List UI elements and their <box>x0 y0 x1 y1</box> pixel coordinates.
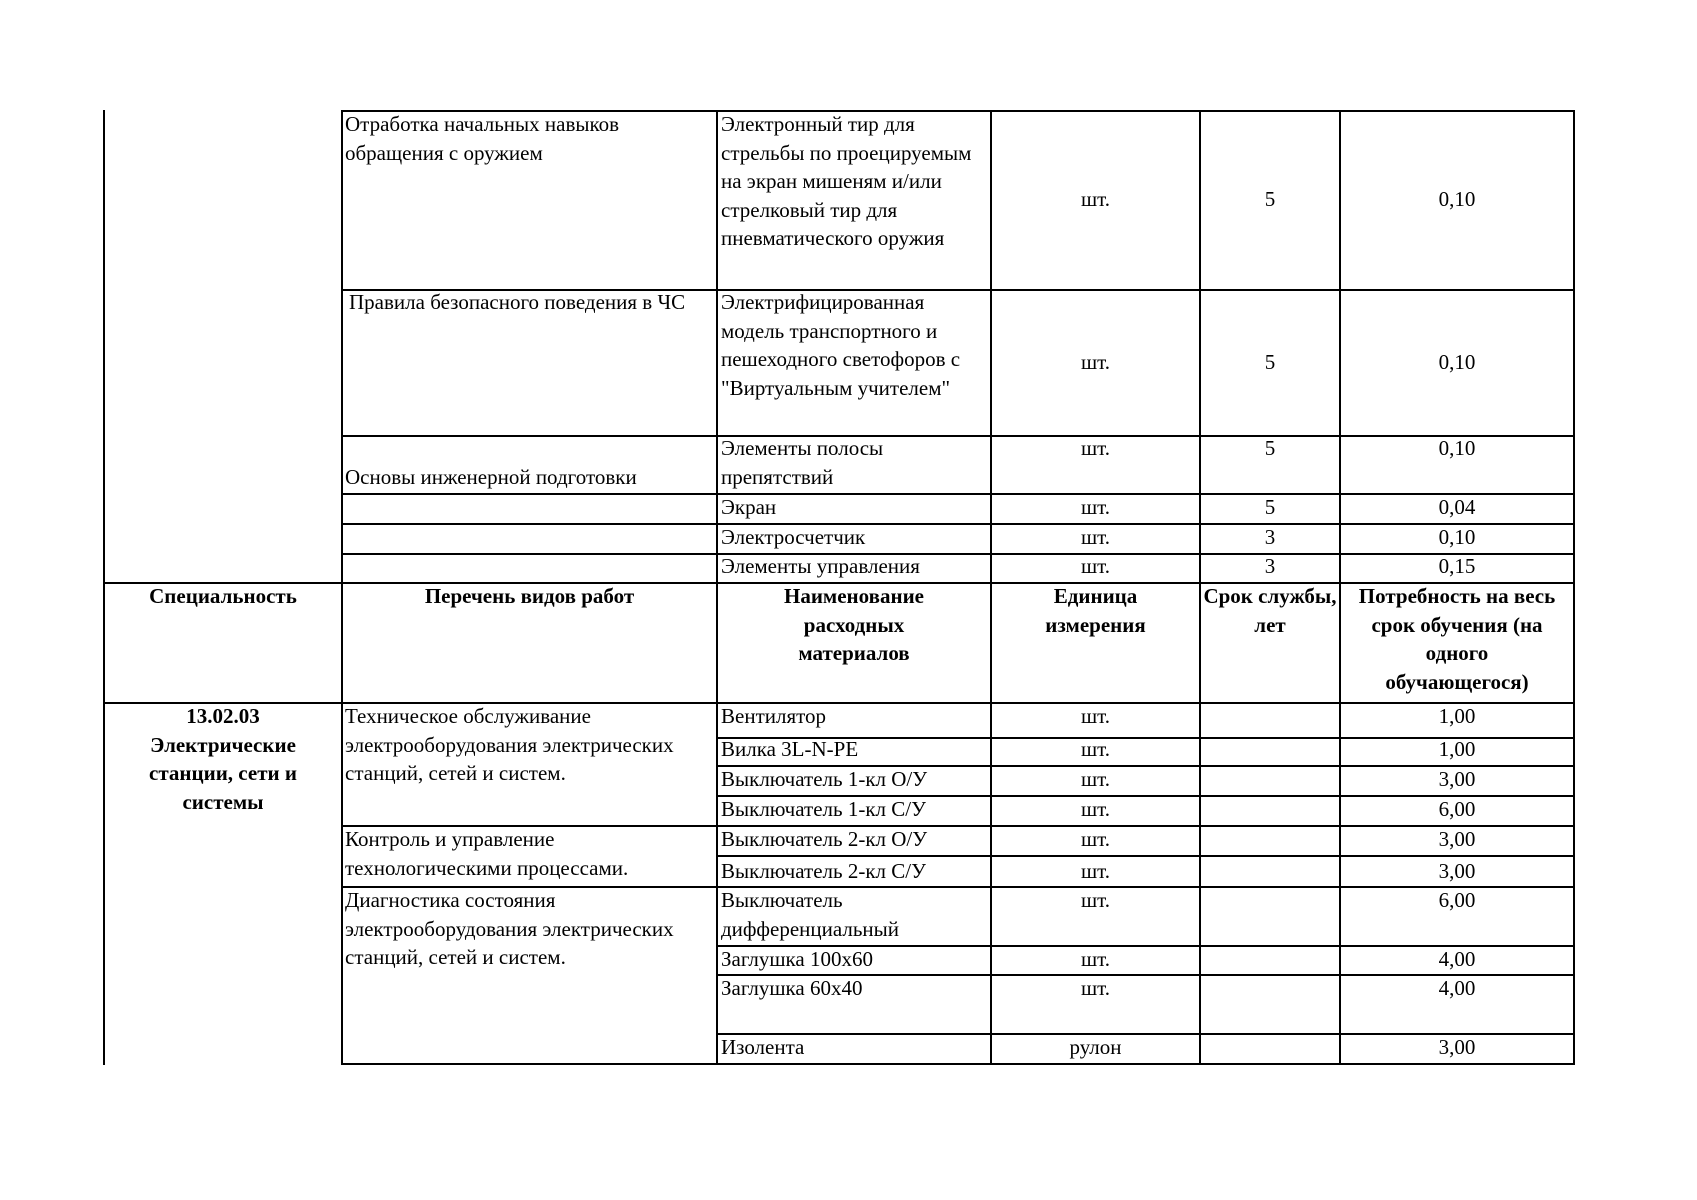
service-life-cell: 5 <box>1264 495 1276 519</box>
service-life-cell: 5 <box>1264 187 1276 211</box>
unit-cell: шт. <box>1080 947 1111 971</box>
material-name-cell: Выключатель 1-кл О/У <box>721 767 928 791</box>
requirement-cell: 6,00 <box>1438 888 1476 912</box>
material-name-cell: Изолента <box>721 1035 805 1059</box>
material-name-cell: Электронный тир для стрельбы по проецируемым на экран мишеням и/или стрелковый тир для пневматического оружия <box>721 112 972 250</box>
requirement-cell: 3,00 <box>1438 1035 1476 1059</box>
header-unit: Единица измерения <box>1045 584 1146 637</box>
service-life-cell: 5 <box>1264 436 1276 460</box>
material-name-cell: Электрифицированная модель транспортного и пешеходного светофоров с "Виртуальным учителем" <box>721 290 961 400</box>
unit-cell: шт. <box>1080 797 1111 821</box>
material-name-cell: Выключатель дифференциальный <box>721 888 900 941</box>
unit-cell: шт. <box>1080 827 1111 851</box>
unit-cell: шт. <box>1080 495 1111 519</box>
material-name-cell: Вилка 3L-N-PE <box>721 737 859 761</box>
header-service-life: Срок службы, лет <box>1203 584 1337 637</box>
unit-cell: рулон <box>1069 1035 1122 1059</box>
work-type-cell: Основы инженерной подготовки <box>345 465 637 489</box>
requirement-cell: 0,04 <box>1438 495 1476 519</box>
requirement-cell: 3,00 <box>1438 827 1476 851</box>
requirement-cell: 0,10 <box>1438 436 1476 460</box>
unit-cell: шт. <box>1080 888 1111 912</box>
material-name-cell: Электросчетчик <box>721 525 866 549</box>
requirement-cell: 1,00 <box>1438 704 1476 728</box>
requirement-cell: 4,00 <box>1438 947 1476 971</box>
unit-cell: шт. <box>1080 554 1111 578</box>
work-type-cell: Правила безопасного поведения в ЧС <box>349 290 686 314</box>
unit-cell: шт. <box>1080 859 1111 883</box>
unit-cell: шт. <box>1080 350 1111 374</box>
material-name-cell: Элементы управления <box>721 554 920 578</box>
work-type-cell: Техническое обслуживание электрооборудования электрических станций, сетей и систем. <box>345 704 674 785</box>
material-name-cell: Выключатель 2-кл О/У <box>721 827 928 851</box>
unit-cell: шт. <box>1080 187 1111 211</box>
requirement-cell: 6,00 <box>1438 797 1476 821</box>
requirement-cell: 3,00 <box>1438 767 1476 791</box>
requirement-cell: 0,10 <box>1438 525 1476 549</box>
material-name-cell: Заглушка 100х60 <box>721 947 873 971</box>
header-requirement: Потребность на весь срок обучения (на одного обучающегося) <box>1358 584 1556 694</box>
header-work-types: Перечень видов работ <box>424 584 635 608</box>
service-life-cell: 3 <box>1264 554 1276 578</box>
material-name-cell: Выключатель 2-кл С/У <box>721 859 926 883</box>
requirement-cell: 0,10 <box>1438 187 1476 211</box>
work-type-cell: Отработка начальных навыков обращения с оружием <box>345 112 620 165</box>
work-type-cell: Диагностика состояния электрооборудования электрических станций, сетей и систем. <box>345 888 674 969</box>
table-rule <box>1573 110 1575 1065</box>
service-life-cell: 3 <box>1264 525 1276 549</box>
material-name-cell: Выключатель 1-кл С/У <box>721 797 926 821</box>
unit-cell: шт. <box>1080 525 1111 549</box>
service-life-cell: 5 <box>1264 350 1276 374</box>
header-specialty: Специальность <box>149 584 297 608</box>
requirement-cell: 4,00 <box>1438 976 1476 1000</box>
material-name-cell: Элементы полосы препятствий <box>721 436 884 489</box>
requirement-cell: 1,00 <box>1438 737 1476 761</box>
requirement-cell: 0,15 <box>1438 554 1476 578</box>
unit-cell: шт. <box>1080 436 1111 460</box>
requirement-cell: 3,00 <box>1438 859 1476 883</box>
header-material-name: Наименование расходных материалов <box>784 584 924 665</box>
unit-cell: шт. <box>1080 976 1111 1000</box>
material-name-cell: Экран <box>721 495 777 519</box>
specialty-cell: 13.02.03 Электрические станции, сети и системы <box>149 704 297 814</box>
unit-cell: шт. <box>1080 737 1111 761</box>
material-name-cell: Вентилятор <box>721 704 827 728</box>
table-rule <box>342 1063 1574 1065</box>
material-name-cell: Заглушка 60х40 <box>721 976 863 1000</box>
requirement-cell: 0,10 <box>1438 350 1476 374</box>
work-type-cell: Контроль и управление технологическими процессами. <box>345 827 629 880</box>
unit-cell: шт. <box>1080 767 1111 791</box>
unit-cell: шт. <box>1080 704 1111 728</box>
